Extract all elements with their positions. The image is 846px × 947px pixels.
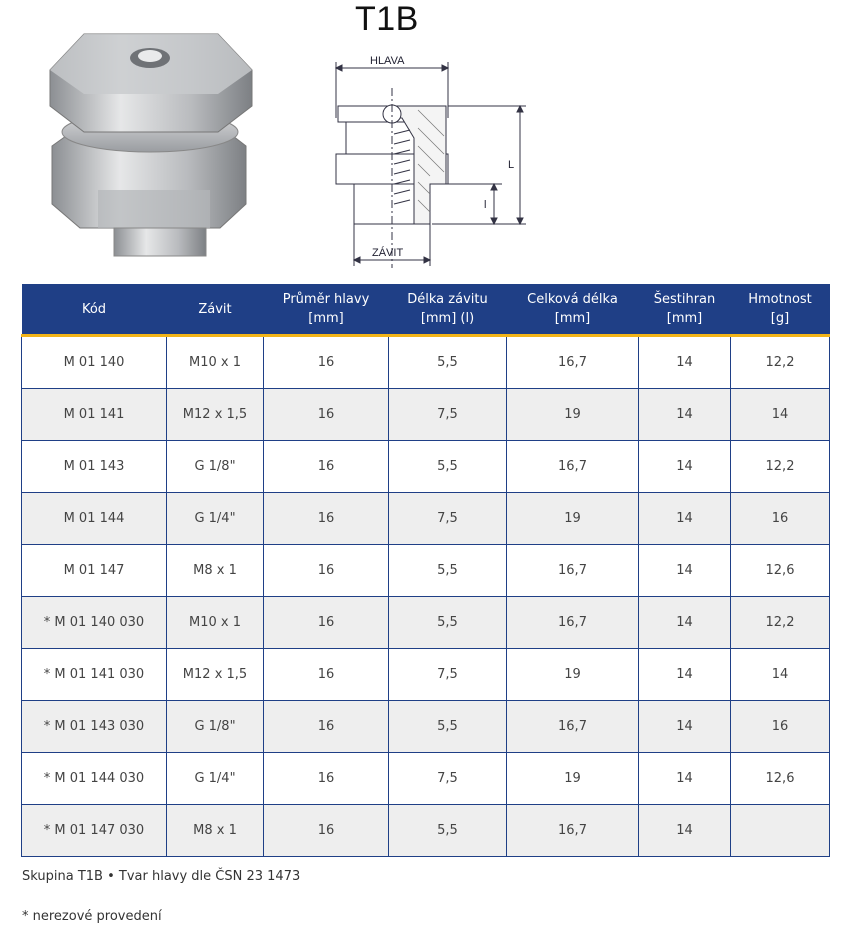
table-cell: M10 x 1: [167, 597, 264, 649]
table-cell: 19: [507, 389, 639, 441]
column-header-label: Celková délka: [527, 292, 618, 307]
table-cell: 16: [264, 701, 389, 753]
table-cell: 5,5: [389, 336, 507, 389]
table-row: [22, 441, 830, 493]
table-cell: 16: [264, 441, 389, 493]
column-header-label: Hmotnost: [748, 292, 812, 307]
column-header: [507, 284, 639, 336]
table-cell: 14: [639, 545, 731, 597]
column-header-label: Šestihran: [653, 292, 716, 307]
table-row: [22, 336, 830, 389]
table-cell: M 01 147: [22, 545, 167, 597]
table-cell: 16: [264, 336, 389, 389]
table-cell: M8 x 1: [167, 545, 264, 597]
table-cell: 5,5: [389, 805, 507, 857]
table-cell: M10 x 1: [167, 336, 264, 389]
table-cell: 16: [264, 389, 389, 441]
column-header-unit: [mm]: [308, 311, 344, 326]
table-cell: 14: [639, 597, 731, 649]
table-cell: 14: [639, 441, 731, 493]
table-cell: M12 x 1,5: [167, 389, 264, 441]
length-label: L: [508, 159, 515, 171]
table-row: [22, 805, 830, 857]
table-cell: 14: [639, 389, 731, 441]
column-header-label: Délka závitu: [407, 292, 488, 307]
column-header-label: Kód: [81, 301, 107, 317]
table-row: [22, 649, 830, 701]
table-cell: 16,7: [507, 336, 639, 389]
table-cell: 16,7: [507, 701, 639, 753]
column-header-label: Průměr hlavy: [282, 292, 370, 307]
column-header-unit: [g]: [770, 311, 790, 326]
table-cell: 14: [639, 649, 731, 701]
table-cell: M 01 140: [22, 336, 167, 389]
table-cell: 19: [507, 493, 639, 545]
column-header: [389, 284, 507, 336]
group-note: Skupina T1B • Tvar hlavy dle ČSN 23 1473: [22, 869, 301, 884]
column-header: [22, 284, 167, 336]
table-cell: 14: [639, 493, 731, 545]
table-cell: G 1/4": [167, 493, 264, 545]
table-cell: 12,2: [731, 336, 830, 389]
thread-length-label: l: [484, 199, 487, 211]
technical-drawing: [326, 48, 536, 270]
table-cell: M 01 141: [22, 389, 167, 441]
table-cell: M 01 143: [22, 441, 167, 493]
table-cell: M8 x 1: [167, 805, 264, 857]
table-cell: 16,7: [507, 545, 639, 597]
table-cell: 16,7: [507, 441, 639, 493]
table-cell: 5,5: [389, 545, 507, 597]
table-row: [22, 389, 830, 441]
table-cell: 14: [731, 389, 830, 441]
table-cell: * M 01 140 030: [22, 597, 167, 649]
spec-table: [21, 284, 830, 857]
table-cell: 5,5: [389, 701, 507, 753]
table-cell: 5,5: [389, 597, 507, 649]
table-cell: 12,6: [731, 753, 830, 805]
table-cell: G 1/8": [167, 441, 264, 493]
table-cell: 12,2: [731, 441, 830, 493]
table-row: [22, 597, 830, 649]
table-cell: 14: [639, 701, 731, 753]
table-body: [22, 336, 830, 857]
column-header-unit: [mm]: [666, 311, 703, 326]
table-cell: 16: [264, 597, 389, 649]
table-cell: 16,7: [507, 597, 639, 649]
table-cell: 19: [507, 649, 639, 701]
table-cell: 14: [639, 753, 731, 805]
head-label: HLAVA: [370, 55, 405, 67]
table-cell: 5,5: [389, 441, 507, 493]
column-header: [639, 284, 731, 336]
table-cell: 16: [264, 649, 389, 701]
table-cell: 16: [731, 701, 830, 753]
thread-label: ZÁVIT: [372, 247, 404, 259]
table-cell: 14: [639, 336, 731, 389]
table-cell: M12 x 1,5: [167, 649, 264, 701]
table-cell: 19: [507, 753, 639, 805]
table-cell: * M 01 143 030: [22, 701, 167, 753]
column-header-label: Závit: [198, 301, 232, 317]
table-cell: 7,5: [389, 649, 507, 701]
product-title: T1B: [355, 0, 419, 38]
table-cell: 16,7: [507, 805, 639, 857]
table-cell: * M 01 141 030: [22, 649, 167, 701]
table-cell: * M 01 144 030: [22, 753, 167, 805]
table-cell: 12,6: [731, 545, 830, 597]
table-cell: 16: [264, 493, 389, 545]
column-header-unit: [mm] (l): [420, 311, 475, 326]
table-cell: * M 01 147 030: [22, 805, 167, 857]
table-cell: M 01 144: [22, 493, 167, 545]
table-row: [22, 545, 830, 597]
table-cell: 12,2: [731, 597, 830, 649]
column-header-unit: [mm]: [554, 311, 591, 326]
stainless-note: * nerezové provedení: [22, 909, 162, 924]
table-cell: [731, 805, 830, 857]
product-photo: [40, 14, 260, 262]
column-header: [167, 284, 264, 336]
column-header: [264, 284, 389, 336]
table-header-row: [22, 284, 830, 336]
table-cell: 14: [639, 805, 731, 857]
table-cell: 16: [264, 545, 389, 597]
table-row: [22, 493, 830, 545]
table-row: [22, 701, 830, 753]
column-header: [731, 284, 830, 336]
table-cell: 7,5: [389, 493, 507, 545]
table-cell: 14: [731, 649, 830, 701]
table-row: [22, 753, 830, 805]
table-cell: 7,5: [389, 389, 507, 441]
table-cell: 7,5: [389, 753, 507, 805]
table-cell: 16: [731, 493, 830, 545]
table-cell: G 1/4": [167, 753, 264, 805]
table-cell: G 1/8": [167, 701, 264, 753]
table-cell: 16: [264, 805, 389, 857]
table-cell: 16: [264, 753, 389, 805]
